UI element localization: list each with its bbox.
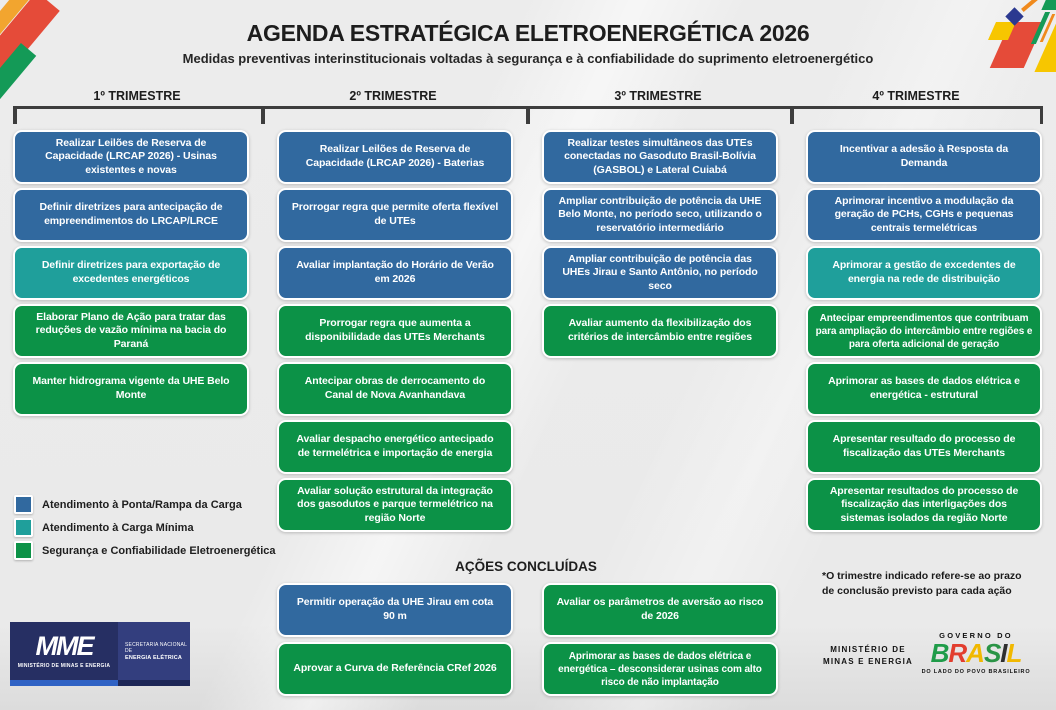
action-card: Realizar testes simultâneos das UTEs conectadas no Gasoduto Brasil-Bolívia (GASBOL) e Lateral Cuiabá	[542, 130, 778, 184]
mme-strip-blue	[10, 680, 118, 686]
page-subtitle: Medidas preventivas interinstitucionais voltadas à segurança e à confiabilidade do suprimento eletroenergético	[182, 51, 874, 66]
quarter-3-column	[542, 130, 778, 358]
action-card: Realizar Leilões de Reserva de Capacidade (LRCAP 2026) - Baterias	[277, 130, 513, 184]
action-card: Incentivar a adesão à Resposta da Demanda	[806, 130, 1042, 184]
brasil-wordmark	[915, 640, 1037, 667]
brasil-letter: B	[930, 638, 949, 668]
decoration-parallelogram-green	[1041, 0, 1056, 10]
timeline-tick	[13, 106, 17, 124]
mme-logo-strip	[10, 680, 190, 686]
gov-bottom-text: DO LADO DO POVO BRASILEIRO	[921, 669, 1031, 676]
action-card: Avaliar implantação do Horário de Verão em 2026	[277, 246, 513, 300]
page-title: AGENDA ESTRATÉGICA ELETROENERGÉTICA 2026	[246, 20, 810, 46]
completed-actions-grid	[277, 583, 778, 696]
legend-swatch-teal	[14, 518, 33, 537]
action-card: Definir diretrizes para exportação de excedentes energéticos	[13, 246, 249, 300]
mme-secretariat-line1: SECRETARIA NACIONAL DE	[125, 641, 187, 654]
quarter-label-1: 1º TRIMESTRE	[93, 89, 181, 103]
footnote-line-2: de conclusão previsto para cada ação	[822, 585, 1012, 598]
timeline-tick	[1040, 106, 1044, 124]
footnote	[822, 569, 1037, 599]
legend-item-seguranca	[14, 542, 276, 559]
legend-label: Atendimento à Carga Mínima	[42, 521, 194, 534]
action-card: Realizar Leilões de Reserva de Capacidade (LRCAP 2026) - Usinas existentes e novas	[13, 130, 249, 184]
brasil-letter: I	[1000, 638, 1007, 668]
ministry-wordmark-line1: MINISTÉRIO DE	[830, 645, 906, 654]
brasil-letter: S	[983, 638, 1001, 668]
action-card: Aprimorar as bases de dados elétrica e energética - estrutural	[806, 362, 1042, 416]
legend-label: Atendimento à Ponta/Rampa da Carga	[42, 498, 242, 511]
action-card: Apresentar resultados do processo de fiscalização das interligações dos sistemas isolados da região Norte	[806, 478, 1042, 532]
mme-acronym: MME	[35, 631, 93, 661]
action-card: Avaliar solução estrutural da integração dos gasodutos e parque termelétrico na região Norte	[277, 478, 513, 532]
legend-label: Segurança e Confiabilidade Eletroenergética	[42, 544, 276, 557]
mme-logo-right	[118, 622, 190, 680]
legend-swatch-green	[14, 541, 33, 560]
completed-action-card: Aprimorar as bases de dados elétrica e energética – desconsiderar usinas com alto risco de não implantação	[542, 642, 778, 696]
quarter-2-column	[277, 130, 513, 532]
action-card: Aprimorar a gestão de excedentes de energia na rede de distribuição	[806, 246, 1042, 300]
action-card: Antecipar obras de derrocamento do Canal de Nova Avanhandava	[277, 362, 513, 416]
legend-item-ponta-rampa	[14, 496, 276, 513]
mme-logo-main	[10, 622, 190, 680]
brasil-letter: L	[1006, 638, 1022, 668]
governo-brasil-logo	[915, 631, 1037, 675]
action-card: Avaliar aumento da flexibilização dos critérios de intercâmbio entre regiões	[542, 304, 778, 358]
mme-strip-navy	[118, 680, 190, 686]
timeline-tick	[790, 106, 794, 124]
action-card: Apresentar resultado do processo de fiscalização das UTEs Merchants	[806, 420, 1042, 474]
quarter-1-column	[13, 130, 249, 416]
quarter-label-3: 3º TRIMESTRE	[614, 89, 702, 103]
action-card: Ampliar contribuição de potência da UHE Belo Monte, no período seco, utilizando o reservatório intermediário	[542, 188, 778, 242]
completed-action-card: Aprovar a Curva de Referência CRef 2026	[277, 642, 513, 696]
action-card: Aprimorar incentivo a modulação da geração de PCHs, CGHs e pequenas centrais termelétricas	[806, 188, 1042, 242]
completed-action-card: Permitir operação da UHE Jirau em cota 90 m	[277, 583, 513, 637]
quarter-label-4: 4º TRIMESTRE	[872, 89, 960, 103]
legend-item-carga-minima	[14, 519, 276, 536]
timeline-tick	[261, 106, 265, 124]
quarter-label-2: 2º TRIMESTRE	[349, 89, 437, 103]
action-card: Prorrogar regra que permite oferta flexível de UTEs	[277, 188, 513, 242]
action-card: Antecipar empreendimentos que contribuam para ampliação do intercâmbio entre regiões e para oferta adicional de geração	[806, 304, 1042, 358]
completed-action-card: Avaliar os parâmetros de aversão ao risco de 2026	[542, 583, 778, 637]
mme-logo-left	[10, 622, 118, 680]
mme-ministry-name: MINISTÉRIO DE MINAS E ENERGIA	[17, 663, 111, 669]
mme-secretariat-line2: ENERGIA ELÉTRICA	[125, 654, 183, 661]
action-card: Definir diretrizes para antecipação de empreendimentos do LRCAP/LRCE	[13, 188, 249, 242]
action-card: Elaborar Plano de Ação para tratar das reduções de vazão mínima na bacia do Paraná	[13, 304, 249, 358]
mme-logo	[10, 622, 190, 686]
footnote-line-1: *O trimestre indicado refere-se ao prazo	[822, 570, 1022, 582]
ministry-wordmark-line2: MINAS E ENERGIA	[822, 657, 913, 666]
brasil-letter: A	[966, 638, 984, 668]
completed-actions-title: AÇÕES CONCLUÍDAS	[455, 559, 597, 574]
gov-top-text: GOVERNO DO	[939, 631, 1013, 640]
timeline-tick	[526, 106, 530, 124]
legend-swatch-blue	[14, 495, 33, 514]
brasil-letter: R	[948, 638, 967, 668]
legend	[14, 496, 276, 565]
decoration-arrow-orange	[1021, 0, 1039, 12]
ministry-wordmark	[813, 644, 923, 668]
quarter-4-column	[806, 130, 1042, 532]
action-card: Ampliar contribuição de potência das UHEs Jirau e Santo Antônio, no período seco	[542, 246, 778, 300]
action-card: Prorrogar regra que aumenta a disponibilidade das UTEs Merchants	[277, 304, 513, 358]
action-card: Avaliar despacho energético antecipado de termelétrica e importação de energia	[277, 420, 513, 474]
action-card: Manter hidrograma vigente da UHE Belo Monte	[13, 362, 249, 416]
